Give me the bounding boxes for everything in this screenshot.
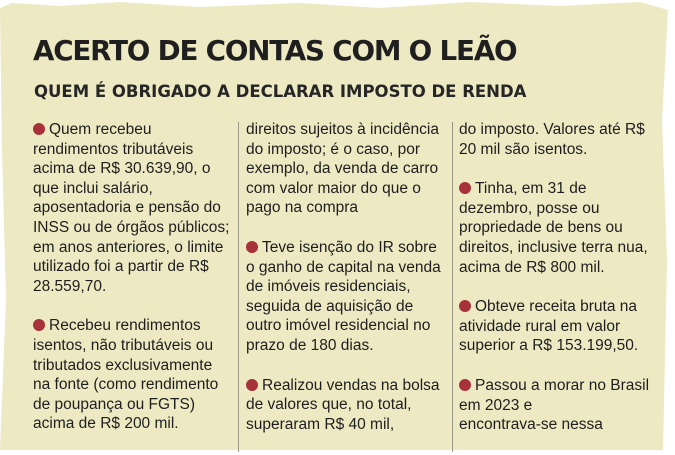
page-title: ACERTO DE CONTAS COM O LEÃO bbox=[33, 34, 517, 67]
text-line bbox=[246, 238, 451, 258]
line-text: do imposto; é o caso, por bbox=[246, 140, 421, 158]
line-text: Passou a morar no Brasil bbox=[475, 376, 650, 394]
text-line bbox=[33, 159, 238, 179]
text-column-2 bbox=[246, 120, 451, 454]
line-text: superior a R$ 153.199,50. bbox=[459, 337, 639, 355]
bullet-dot-icon bbox=[246, 379, 258, 391]
line-text: do imposto. Valores até R$ bbox=[459, 121, 645, 138]
line-text: na fonte (como rendimento bbox=[33, 376, 219, 394]
line-text: Quem recebeu bbox=[49, 121, 152, 138]
text-line bbox=[33, 414, 238, 434]
text-line bbox=[246, 120, 451, 140]
text-line bbox=[246, 316, 451, 336]
text-column-1 bbox=[33, 120, 238, 454]
line-text: que inclui salário, bbox=[33, 179, 153, 197]
paragraph bbox=[246, 238, 451, 356]
text-line bbox=[459, 415, 659, 435]
line-text: 28.559,70. bbox=[33, 277, 107, 295]
text-line bbox=[246, 336, 451, 356]
paragraph bbox=[246, 120, 451, 218]
text-line bbox=[33, 316, 238, 336]
text-line bbox=[459, 396, 659, 416]
text-line bbox=[459, 199, 659, 219]
line-text: propriedade de bens ou bbox=[459, 219, 623, 237]
line-text: tributados exclusivamente bbox=[33, 356, 213, 374]
text-line bbox=[33, 179, 238, 199]
text-line bbox=[33, 336, 238, 356]
line-text: dezembro, posse ou bbox=[459, 199, 600, 217]
text-line bbox=[246, 179, 451, 199]
text-line bbox=[33, 375, 238, 395]
text-column-3 bbox=[459, 120, 659, 455]
line-text: acima de R$ 200 mil. bbox=[33, 415, 179, 433]
text-line bbox=[246, 415, 451, 435]
text-line bbox=[459, 179, 659, 199]
bullet-dot-icon bbox=[459, 182, 471, 194]
page-subtitle: QUEM É OBRIGADO A DECLARAR IMPOSTO DE RENDA bbox=[34, 82, 527, 101]
column-divider bbox=[238, 122, 239, 452]
text-line bbox=[246, 395, 451, 415]
line-text: isentos, não tributáveis ou bbox=[33, 336, 214, 354]
text-line bbox=[459, 258, 659, 278]
text-line bbox=[246, 297, 451, 317]
line-text: exemplo, da venda de carro bbox=[246, 160, 439, 178]
text-line bbox=[459, 376, 659, 396]
text-line bbox=[459, 140, 659, 160]
text-line bbox=[33, 198, 238, 218]
line-text: direitos sujeitos à incidência bbox=[246, 121, 439, 138]
line-text: seguida de aquisição de bbox=[246, 297, 414, 315]
line-text: superaram R$ 40 mil, bbox=[246, 415, 395, 433]
text-line bbox=[459, 218, 659, 238]
text-line bbox=[33, 120, 238, 140]
text-line bbox=[459, 238, 659, 258]
text-line bbox=[459, 336, 659, 356]
line-text: pago na compra bbox=[246, 199, 359, 217]
text-line bbox=[459, 317, 659, 337]
line-text: atividade rural em valor bbox=[459, 317, 621, 335]
paragraph bbox=[33, 316, 238, 434]
column-divider bbox=[452, 122, 453, 452]
paragraph bbox=[459, 297, 659, 356]
bullet-dot-icon bbox=[33, 319, 45, 331]
paragraph bbox=[459, 376, 659, 435]
line-text: INSS ou de órgãos públicos; bbox=[33, 218, 230, 236]
paragraph bbox=[33, 120, 238, 296]
line-text: em anos anteriores, o limite bbox=[33, 238, 224, 256]
line-text: Tinha, em 31 de bbox=[475, 180, 587, 198]
bullet-dot-icon bbox=[459, 300, 471, 312]
text-line bbox=[246, 159, 451, 179]
line-text: com valor maior do que o bbox=[246, 179, 421, 197]
line-text: de poupança ou FGTS) bbox=[33, 395, 195, 413]
line-text: 20 mil são isentos. bbox=[459, 140, 588, 158]
text-line bbox=[246, 198, 451, 218]
line-text: acima de R$ 30.639,90, o bbox=[33, 160, 211, 178]
text-line bbox=[33, 140, 238, 160]
text-line bbox=[33, 277, 238, 297]
text-line bbox=[33, 395, 238, 415]
paragraph bbox=[459, 179, 659, 277]
line-text: encontrava-se nessa bbox=[459, 416, 603, 434]
line-text: outro imóvel residencial no bbox=[246, 317, 431, 335]
text-line bbox=[459, 120, 659, 140]
line-text: acima de R$ 800 mil. bbox=[459, 258, 605, 276]
line-text: direitos, inclusive terra nua, bbox=[459, 238, 648, 256]
line-text: o ganho de capital na venda bbox=[246, 258, 441, 276]
line-text: prazo de 180 dias. bbox=[246, 336, 374, 354]
line-text: rendimentos tributáveis bbox=[33, 140, 194, 158]
bullet-dot-icon bbox=[246, 241, 258, 253]
line-text: em 2023 e bbox=[459, 396, 533, 414]
text-line bbox=[246, 376, 451, 396]
text-line bbox=[246, 277, 451, 297]
text-line bbox=[246, 258, 451, 278]
line-text: utilizado foi a partir de R$ bbox=[33, 258, 209, 276]
line-text: aposentadoria e pensão do bbox=[33, 199, 221, 217]
text-line bbox=[459, 297, 659, 317]
line-text: Obteve receita bruta na bbox=[475, 298, 637, 316]
text-line bbox=[33, 257, 238, 277]
text-line bbox=[33, 218, 238, 238]
text-line bbox=[246, 140, 451, 160]
text-line bbox=[33, 238, 238, 258]
line-text: Recebeu rendimentos bbox=[49, 317, 201, 335]
line-text: de valores que, no total, bbox=[246, 396, 412, 414]
line-text: Teve isenção do IR sobre bbox=[262, 238, 437, 256]
text-line bbox=[33, 356, 238, 376]
line-text: de imóveis residenciais, bbox=[246, 278, 411, 296]
paragraph bbox=[246, 376, 451, 435]
line-text: Realizou vendas na bolsa bbox=[262, 376, 440, 394]
paragraph bbox=[459, 120, 659, 159]
bullet-dot-icon bbox=[33, 123, 45, 135]
bullet-dot-icon bbox=[459, 379, 471, 391]
